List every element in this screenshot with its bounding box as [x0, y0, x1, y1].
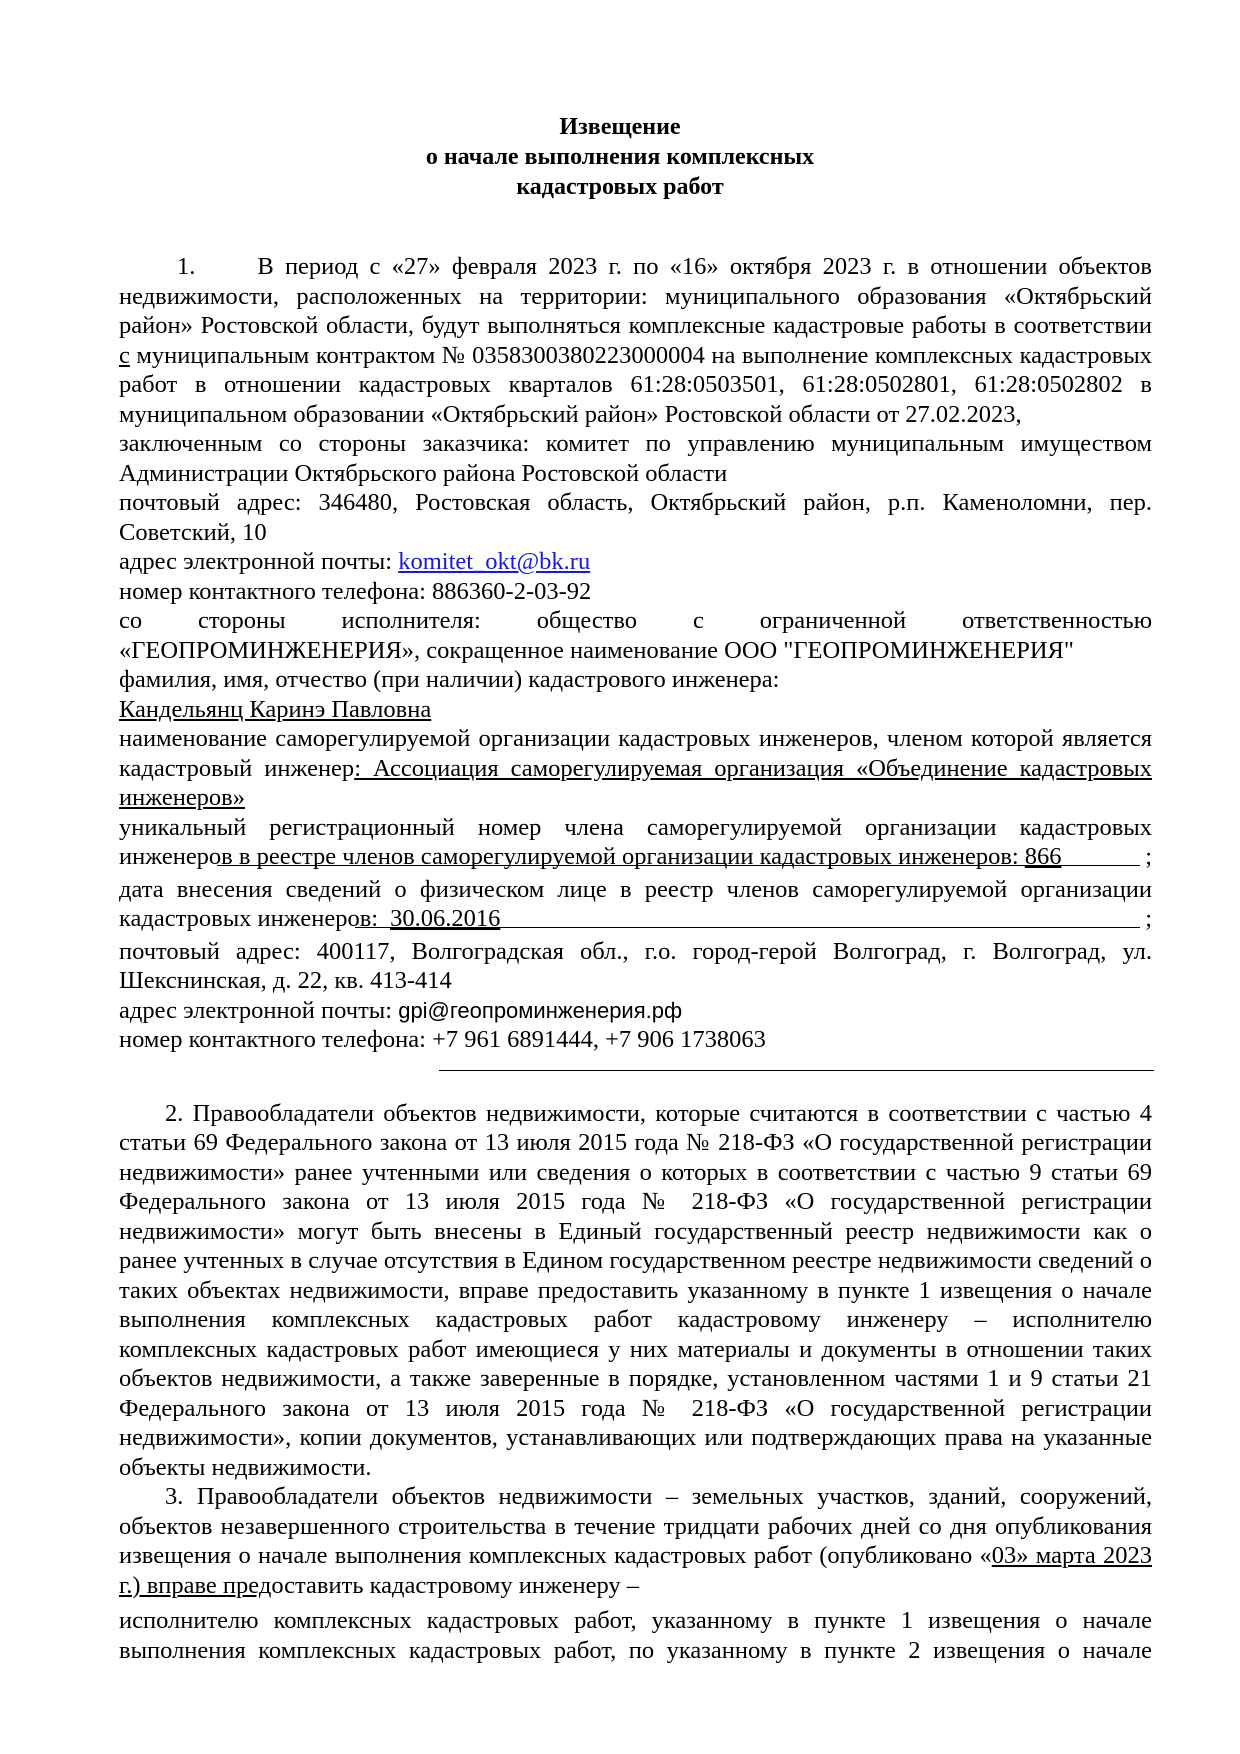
- registration-value: 866: [1024, 843, 1062, 870]
- date-label: дата внесения сведений о физическом лице в реестр членов саморегулируемой организации кадастровых инженеров:: [119, 875, 1152, 932]
- engineer-name: Кандельянц Каринэ Павловна: [119, 695, 432, 723]
- customer-email-link[interactable]: komitet_okt@bk.ru: [398, 548, 591, 575]
- contractor-line-1: со стороны исполнителя: общество с ограниченной ответственностью: [119, 607, 1152, 634]
- sro-paragraph: [119, 724, 1152, 813]
- sro-colon: :: [354, 754, 361, 782]
- section-1-intro-underlined: с: [119, 341, 130, 369]
- section-3-date-underlined: 03» марта 2023 г.) вправе пред: [119, 1542, 1152, 1599]
- engineer-email: gpi@геопроминженерия.рф: [398, 997, 683, 1023]
- title-line-1: Извещение: [559, 114, 681, 140]
- registration-paragraph: [119, 813, 1152, 872]
- date-fill-line: [355, 927, 1140, 928]
- date-paragraph: [119, 875, 1152, 934]
- customer-phone: номер контактного телефона: 886360-2-03-92: [119, 577, 592, 605]
- engineer-label: фамилия, имя, отчество (при наличии) кадастрового инженера:: [119, 666, 780, 693]
- registration-semicolon: ;: [1145, 843, 1152, 870]
- sro-label: наименование саморегулируемой организации кадастровых инженеров, членом которой является кадастровый инженер: [119, 725, 1152, 782]
- registration-fill-line: [217, 865, 1140, 866]
- engineer-phone: номер контактного телефона: +7 961 6891444, +7 906 1738063: [119, 1026, 766, 1053]
- title-line-2: о начале выполнения комплексных: [425, 144, 815, 170]
- engineer-postal-address: почтовый адрес: 400117, Волгоградская обл., г.о. город-герой Волгоград, г. Волгоград, ул. Шекснинская, д. 22, кв. 413-414: [119, 937, 1152, 994]
- date-value: 30.06.2016: [390, 905, 501, 932]
- section-3-continuation: исполнителю комплексных кадастровых работ, указанному в пункте 1 извещения о начале выполнения комплексных кадастровых работ, по указанному в пункте 2 извещения о начале: [119, 1607, 1152, 1664]
- title-line-3: кадастровых работ: [516, 174, 724, 200]
- customer-email-row: [119, 547, 1152, 577]
- notice-body: [119, 252, 1152, 1665]
- section-1-number: 1.: [177, 253, 196, 280]
- section-3-paragraph: [119, 1482, 1152, 1600]
- customer-email-label: адрес электронной почты:: [119, 548, 399, 575]
- section-3-text-a: 3. Правообладатели объектов недвижимости – земельных участков, зданий, сооружений, объектов незавершенного строительства в течение тридцати рабочих дней со дня опубликования извещения о начале выполнения комплексных кадастровых работ (опубликовано «: [119, 1483, 1152, 1569]
- customer-postal-address: почтовый адрес: 346480, Ростовская область, Октябрьский район, р.п. Каменоломни, пер. Советский, 10: [119, 489, 1152, 546]
- section-1-intro-text: В период с «27» февраля 2023 г. по «16» октября 2023 г. в отношении объектов недвижимости, расположенных на территории: муниципального образования «Октябрьский район» Ростовской области, будут выполняться комплексные кадастровые работы в соответствии: [119, 253, 1152, 339]
- section-2-paragraph: 2. Правообладатели объектов недвижимости, которые считаются в соответствии с частью 4 статьи 69 Федерального закона от 13 июля 2015 года № 218-ФЗ «О государственной регистрации недвижимости» ранее учтенными или сведения о которых в соответствии с частью 9 статьи 69 Федерального закона от 13 июля 2015 года № 218-ФЗ «О государственной регистрации недвижимости» могут быть внесены в Единый государственный реестр недвижимости как о ранее учтенных в случае отсутствия в Едином государственном реестре недвижимости сведений о таких объектах недвижимости, вправе предоставить указанному в пункте 1 извещения о начале выполнения комплексных кадастровых работ кадастровому инженеру – исполнителю комплексных кадастровых работ имеющиеся у них материалы и документы в отношении таких объектов недвижимости, а также заверенные в порядке, установленном частями 1 и 9 статьи 21 Федерального закона от 13 июля 2015 года № 218-ФЗ «О государственной регистрации недвижимости», копии документов, устанавливающих или подтверждающих права на указанные объекты недвижимости.: [119, 1099, 1152, 1481]
- date-semicolon: ;: [1145, 905, 1152, 932]
- engineer-email-row: [119, 996, 1152, 1026]
- notice-title: [0, 112, 1240, 202]
- section-1-intro: [119, 252, 1152, 429]
- section-3-text-b: оставить кадастровому инженеру –: [271, 1571, 640, 1599]
- registration-label: уникальный регистрационный номер члена саморегулируемой организации кадастровых инженеров в реестре членов саморегулируемой организации кадастровых инженеров:: [119, 813, 1152, 870]
- section-1-intro-tail: муниципальным контрактом № 0358300380223000004 на выполнение комплексных кадастровых работ в отношении кадастровых кварталов 61:28:0503501, 61:28:0502801, 61:28:0502802 в муниципальном образовании «Октябрьский район» Ростовской области от 27.02.2023,: [119, 341, 1152, 428]
- customer-text: заключенным со стороны заказчика: комитет по управлению муниципальным имуществом Администрации Октябрьского района Ростовской области: [119, 430, 1152, 487]
- contractor-line-2: «ГЕОПРОМИНЖЕНЕРИЯ», сокращенное наименование ООО "ГЕОПРОМИНЖЕНЕРИЯ": [119, 636, 1074, 664]
- engineer-email-label: адрес электронной почты:: [119, 996, 399, 1024]
- sro-name: Ассоциация саморегулируемая организация «Объединение кадастровых инженеров»: [119, 754, 1152, 811]
